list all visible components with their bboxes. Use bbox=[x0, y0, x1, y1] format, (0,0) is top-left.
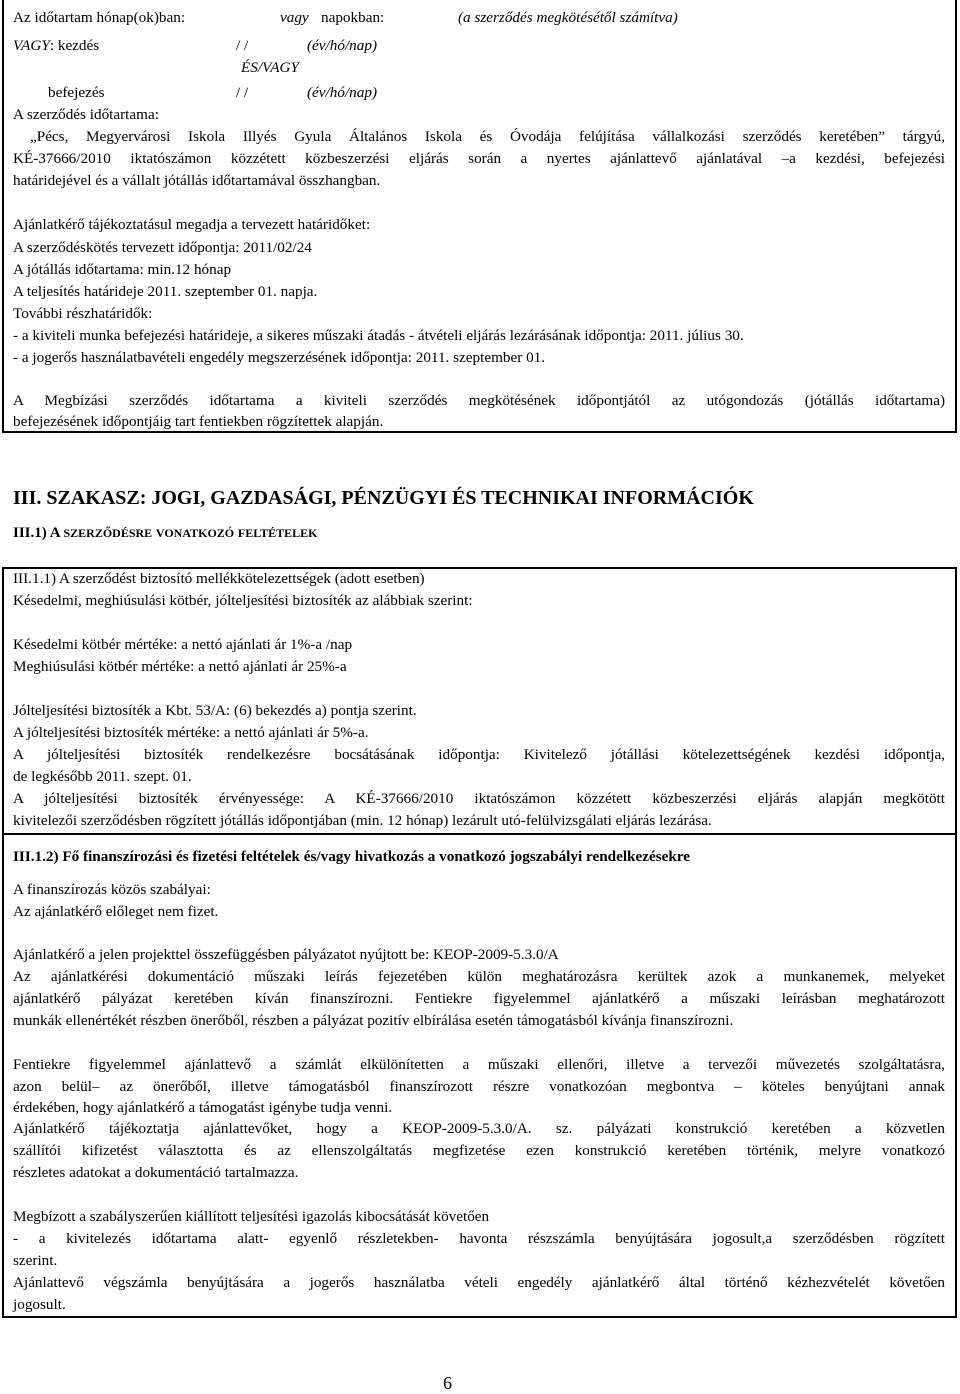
para2-line2: befejezésének időpontjáig tart fentiekben rögzítettek alapján. bbox=[13, 413, 384, 430]
guarantee-basis-b: : (6) bekezdés a) pontja szerint. bbox=[226, 702, 417, 719]
guarantee-basis-a: Jólteljesítési biztosíték a Kbt. 53/A bbox=[13, 702, 227, 719]
sub-deadline-1: - a kiviteli munka befejezési határideje, a sikeres műszaki átadás - átvételi eljárás lezárásának időpontja: 2011. július 30. bbox=[13, 327, 744, 344]
guarantee-rate: A jólteljesítési biztosíték mértéke: a nettó ajánlati ár 5%-a. bbox=[13, 724, 369, 741]
sub-deadlines-label: További részhatáridők: bbox=[13, 305, 153, 322]
final-invoice-line-1: Ajánlattevő végszámla benyújtására a jogerős használatba vételi engedély ajánlatkérő által történő kézhezvételét követően bbox=[13, 1274, 945, 1291]
subsection-number: III.1) bbox=[13, 525, 47, 541]
subsection-first-word: A bbox=[49, 525, 60, 541]
end-date-format: (év/hó/nap) bbox=[307, 84, 378, 101]
subsection-word-1: SZERZŐDÉSRE bbox=[63, 526, 153, 540]
and-or-text: ÉS/VAGY bbox=[241, 59, 299, 76]
contract-duration-label: A szerződés időtartama: bbox=[13, 106, 159, 123]
fail-penalty: Meghiúsulási kötbér mértéke: a nettó ajánlati ár 25%-a bbox=[13, 658, 347, 675]
guarantee-time-1: A jólteljesítési biztosíték rendelkezésre bocsátásának időpontja: Kivitelező jótállási kötelezettségének kezdési időpontja, bbox=[13, 746, 945, 763]
project-application: Ajánlatkérő a jelen projekttel összefüggésben pályázatot nyújtott be: KEOP-2009-5.3.0/A bbox=[13, 946, 559, 963]
certificate-line-1: Megbízott a szabályszerűen kiállított teljesítési igazolás kibocsátását követően bbox=[13, 1208, 490, 1225]
financing-section-title: III.1.2) Fő finanszírozási és fizetési feltételek és/vagy hivatkozás a vonatkozó jogszabályi rendelkezésekre bbox=[13, 848, 691, 865]
invoice-line-2: azon belül– az önerőből, illetve támogatásból finanszírozott részre vonatkozóan megbontva – köteles benyújtani annak bbox=[13, 1078, 945, 1095]
supplier-line-3: részletes adatokat a dokumentáció tartalmazza. bbox=[13, 1164, 299, 1181]
supplier-line-2: szállítói kifizetést választotta és az ellenszolgáltatás megfizetése ezen konstrukció keretében történik, melyre vonatkozó bbox=[13, 1142, 945, 1159]
final-invoice-line-2: jogosult. bbox=[13, 1296, 66, 1313]
para1-line2: KÉ-37666/2010 iktatószámon közzétett közbeszerzési eljárás során a nyertes ajánlattevő ajánlatával –a kezdési, befejezési bbox=[13, 150, 945, 167]
from-contract-text: (a szerződés megkötésétől számítva) bbox=[458, 9, 678, 26]
certificate-line-2: - a kivitelezés időtartama alatt- egyenlő részletekben- havonta részszámla benyújtására jogosult,a szerződésben rögzített bbox=[13, 1230, 945, 1247]
doc-line-2: ajánlatkérő pályázat keretében kíván finanszírozni. Fentiekre figyelemmel ajánlatkérő a műszaki leírásban meghatározott bbox=[13, 990, 945, 1007]
or-start-label: VAGY bbox=[13, 37, 50, 54]
subsection-word-2: VONATKOZÓ bbox=[155, 526, 235, 540]
certificate-line-3: szerint. bbox=[13, 1252, 58, 1269]
supplier-line-1: Ajánlatkérő tájékoztatja ajánlattevőket, hogy a KEOP-2009-5.3.0/A. sz. pályázati konstrukció keretében a közvetlen bbox=[13, 1120, 945, 1137]
days-label: napokban: bbox=[321, 9, 385, 26]
end-label: befejezés bbox=[48, 84, 105, 101]
financing-rules-label: A finanszírozás közös szabályai: bbox=[13, 881, 211, 898]
doc-line-1: Az ajánlatkérési dokumentáció műszaki leírás fejezetében külön meghatározásra kerültek azok a munkanemek, melyeket bbox=[13, 968, 945, 985]
warranty-duration: A jótállás időtartama: min.12 hónap bbox=[13, 261, 232, 278]
guarantee-basis bbox=[13, 702, 417, 720]
start-row bbox=[13, 37, 99, 55]
sub-deadline-2: - a jogerős használatbavételi engedély megszerzésének időpontja: 2011. szeptember 01. bbox=[13, 349, 546, 366]
para2-line1: A Megbízási szerződés időtartama a kiviteli szerződés megkötésének időpontjától az utógondozás (jótállás időtartama) bbox=[13, 392, 945, 409]
invoice-line-3: érdekében, hogy ajánlatkérő a támogatást igénybe tudja venni. bbox=[13, 1099, 393, 1116]
start-date-format: (év/hó/nap) bbox=[307, 37, 378, 54]
para1-line1: „Pécs, Megyervárosi Iskola Illyés Gyula Általános Iskola és Óvodája felújítása vállalkozási szerződés keretében” tárgyú, bbox=[30, 128, 945, 145]
guarantee-validity-2: kivitelezői szerződésben rögzített jótállás időpontjában (min. 12 hónap) lezárult utó-felülvizsgálati eljárás lezárása. bbox=[13, 812, 712, 829]
late-penalty: Késedelmi kötbér mértéke: a nettó ajánlati ár 1%-a /nap bbox=[13, 636, 353, 653]
completion-deadline: A teljesítés határideje 2011. szeptember 01. napja. bbox=[13, 283, 318, 300]
contract-date: A szerződéskötés tervezett időpontja: 2011/02/24 bbox=[13, 239, 312, 256]
start-date-slashes: / / bbox=[236, 37, 249, 54]
guarantee-time-2: de legkésőbb 2011. szept. 01. bbox=[13, 768, 192, 785]
para1-line3: határidejével és a vállalt jótállás időtartamával összhangban. bbox=[13, 172, 381, 189]
no-advance-payment: Az ajánlatkérő előleget nem fizet. bbox=[13, 903, 219, 920]
invoice-line-1: Fentiekre figyelemmel ajánlattevő a számlát elkülönítetten a műszaki ellenőri, illetve a tervezői művezetés szolgáltatásra, bbox=[13, 1056, 945, 1073]
section-title: III. SZAKASZ: JOGI, GAZDASÁGI, PÉNZÜGYI ÉS TECHNIKAI INFORMÁCIÓK bbox=[13, 487, 754, 509]
guarantee-validity-1: A jólteljesítési biztosíték érvényessége: A KÉ-37666/2010 iktatószámon közzétett közbeszerzési eljárás alapján megkötött bbox=[13, 790, 945, 807]
guarantee-section-title: III.1.1) A szerződést biztosító mellékkötelezettségek (adott esetben) bbox=[13, 570, 425, 587]
duration-label: Az időtartam hónap(ok)ban: bbox=[13, 9, 186, 26]
doc-line-3: munkák ellenértékét részben önerőből, részben a pályázat pozitív elbírálása esetén támogatásból kívánja finanszírozni. bbox=[13, 1012, 734, 1029]
end-date-slashes: / / bbox=[236, 84, 249, 101]
subsection-title bbox=[13, 523, 317, 543]
page-number: 6 bbox=[443, 1373, 452, 1393]
duration-row bbox=[13, 9, 185, 27]
start-label: : kezdés bbox=[49, 37, 100, 54]
info-intro: Ajánlatkérő tájékoztatásul megadja a tervezett határidőket: bbox=[13, 216, 371, 233]
guarantee-intro: Késedelmi, meghiúsulási kötbér, jólteljesítési biztosíték az alábbiak szerint: bbox=[13, 592, 473, 609]
subsection-word-3: FELTÉTELEK bbox=[237, 526, 318, 540]
or-days-text: vagy bbox=[280, 9, 309, 26]
